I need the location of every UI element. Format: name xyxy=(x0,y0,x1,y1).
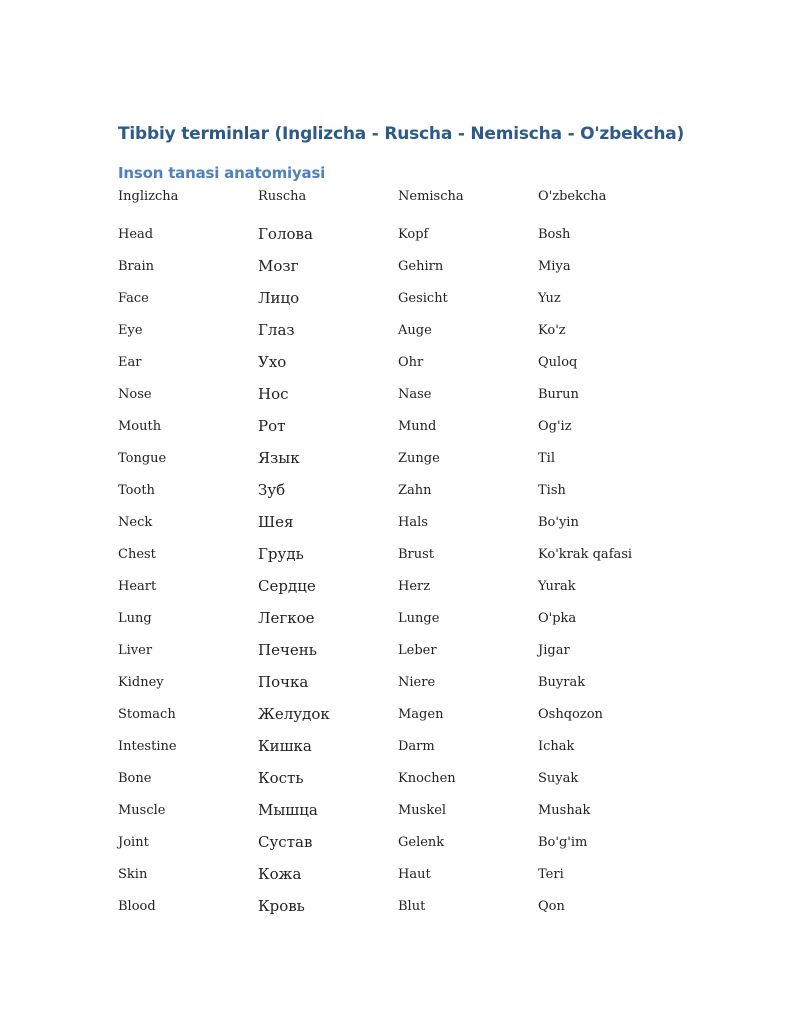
cell-russian: Лицо xyxy=(258,289,300,307)
table-row xyxy=(118,826,678,858)
cell-german: Ohr xyxy=(398,354,424,370)
cell-german: Kopf xyxy=(398,226,429,242)
cell-english: Neck xyxy=(118,514,153,530)
cell-english: Stomach xyxy=(118,706,176,722)
cell-german: Mund xyxy=(398,418,437,434)
cell-english: Chest xyxy=(118,546,156,562)
table-row xyxy=(118,442,678,474)
cell-german: Darm xyxy=(398,738,435,754)
table-row xyxy=(118,730,678,762)
cell-russian: Ухо xyxy=(258,353,287,371)
cell-russian: Голова xyxy=(258,225,313,243)
cell-german: Herz xyxy=(398,578,431,594)
cell-english: Head xyxy=(118,226,154,242)
cell-english: Liver xyxy=(118,642,153,658)
cell-russian: Легкое xyxy=(258,609,315,627)
cell-russian: Мозг xyxy=(258,257,299,275)
cell-uzbek: Og'iz xyxy=(538,418,572,434)
table-row xyxy=(118,506,678,538)
table-row xyxy=(118,346,678,378)
cell-english: Ear xyxy=(118,354,142,370)
cell-russian: Почка xyxy=(258,673,309,691)
cell-uzbek: Oshqozon xyxy=(538,706,603,722)
cell-english: Joint xyxy=(118,834,149,850)
cell-german: Magen xyxy=(398,706,444,722)
table-row xyxy=(118,474,678,506)
cell-english: Tongue xyxy=(118,450,167,466)
table-row xyxy=(118,538,678,570)
table-row xyxy=(118,282,678,314)
cell-russian: Шея xyxy=(258,513,294,531)
cell-english: Face xyxy=(118,290,149,306)
cell-uzbek: Bo'g'im xyxy=(538,834,588,850)
cell-german: Lunge xyxy=(398,610,440,626)
cell-english: Brain xyxy=(118,258,155,274)
cell-german: Gesicht xyxy=(398,290,448,306)
table-row xyxy=(118,698,678,730)
cell-russian: Печень xyxy=(258,641,317,659)
table-row xyxy=(118,602,678,634)
table-row xyxy=(118,762,678,794)
cell-english: Kidney xyxy=(118,674,164,690)
cell-russian: Зуб xyxy=(258,481,286,499)
cell-english: Tooth xyxy=(118,482,155,498)
cell-russian: Кровь xyxy=(258,897,305,915)
cell-english: Heart xyxy=(118,578,157,594)
cell-german: Auge xyxy=(398,322,432,338)
cell-german: Haut xyxy=(398,866,431,882)
cell-english: Skin xyxy=(118,866,148,882)
cell-german: Gelenk xyxy=(398,834,445,850)
table-row xyxy=(118,378,678,410)
cell-uzbek: Bo'yin xyxy=(538,514,579,530)
header-german: Nemischa xyxy=(398,188,464,204)
cell-uzbek: Miya xyxy=(538,258,571,274)
cell-german: Muskel xyxy=(398,802,447,818)
cell-russian: Глаз xyxy=(258,321,295,339)
cell-russian: Кожа xyxy=(258,865,302,883)
cell-russian: Мышца xyxy=(258,801,318,819)
cell-german: Hals xyxy=(398,514,428,530)
cell-uzbek: Tish xyxy=(538,482,566,498)
cell-german: Nase xyxy=(398,386,432,402)
cell-uzbek: Suyak xyxy=(538,770,579,786)
cell-russian: Нос xyxy=(258,385,289,403)
cell-english: Blood xyxy=(118,898,156,914)
header-uzbek: O'zbekcha xyxy=(538,188,607,204)
table-row xyxy=(118,218,678,250)
cell-russian: Язык xyxy=(258,449,300,467)
cell-english: Mouth xyxy=(118,418,162,434)
cell-german: Niere xyxy=(398,674,436,690)
cell-russian: Кишка xyxy=(258,737,312,755)
cell-german: Knochen xyxy=(398,770,456,786)
cell-uzbek: Ko'z xyxy=(538,322,566,338)
cell-uzbek: Ko'krak qafasi xyxy=(538,546,633,562)
cell-english: Nose xyxy=(118,386,152,402)
cell-uzbek: Jigar xyxy=(538,642,570,658)
cell-uzbek: Yurak xyxy=(538,578,576,594)
cell-english: Bone xyxy=(118,770,152,786)
cell-english: Intestine xyxy=(118,738,177,754)
cell-german: Blut xyxy=(398,898,426,914)
cell-uzbek: Teri xyxy=(538,866,564,882)
cell-english: Lung xyxy=(118,610,152,626)
table-row xyxy=(118,570,678,602)
cell-german: Gehirn xyxy=(398,258,444,274)
cell-uzbek: O'pka xyxy=(538,610,577,626)
cell-uzbek: Buyrak xyxy=(538,674,586,690)
header-russian: Ruscha xyxy=(258,188,307,204)
cell-russian: Сердце xyxy=(258,577,316,595)
terms-table xyxy=(118,186,678,922)
cell-uzbek: Ichak xyxy=(538,738,575,754)
cell-uzbek: Til xyxy=(538,450,555,466)
table-row xyxy=(118,314,678,346)
cell-russian: Желудок xyxy=(258,705,330,723)
cell-uzbek: Qon xyxy=(538,898,565,914)
page-title: Tibbiy terminlar (Inglizcha - Ruscha - Nemischa - O'zbekcha) xyxy=(118,124,685,144)
section-heading: Inson tanasi anatomiyasi xyxy=(118,164,326,182)
table-body xyxy=(118,218,678,922)
cell-russian: Грудь xyxy=(258,545,304,563)
cell-uzbek: Burun xyxy=(538,386,579,402)
cell-russian: Рот xyxy=(258,417,286,435)
cell-uzbek: Quloq xyxy=(538,354,578,370)
cell-russian: Кость xyxy=(258,769,304,787)
cell-uzbek: Bosh xyxy=(538,226,571,242)
table-row xyxy=(118,410,678,442)
cell-english: Muscle xyxy=(118,802,166,818)
header-english: Inglizcha xyxy=(118,188,179,204)
cell-german: Zunge xyxy=(398,450,440,466)
cell-german: Brust xyxy=(398,546,435,562)
table-row xyxy=(118,666,678,698)
cell-russian: Сустав xyxy=(258,833,313,851)
cell-german: Zahn xyxy=(398,482,432,498)
table-row xyxy=(118,634,678,666)
cell-english: Eye xyxy=(118,322,143,338)
table-row xyxy=(118,794,678,826)
table-row xyxy=(118,858,678,890)
cell-uzbek: Mushak xyxy=(538,802,591,818)
table-header-row xyxy=(118,186,678,206)
cell-uzbek: Yuz xyxy=(538,290,561,306)
table-row xyxy=(118,890,678,922)
table-row xyxy=(118,250,678,282)
cell-german: Leber xyxy=(398,642,437,658)
